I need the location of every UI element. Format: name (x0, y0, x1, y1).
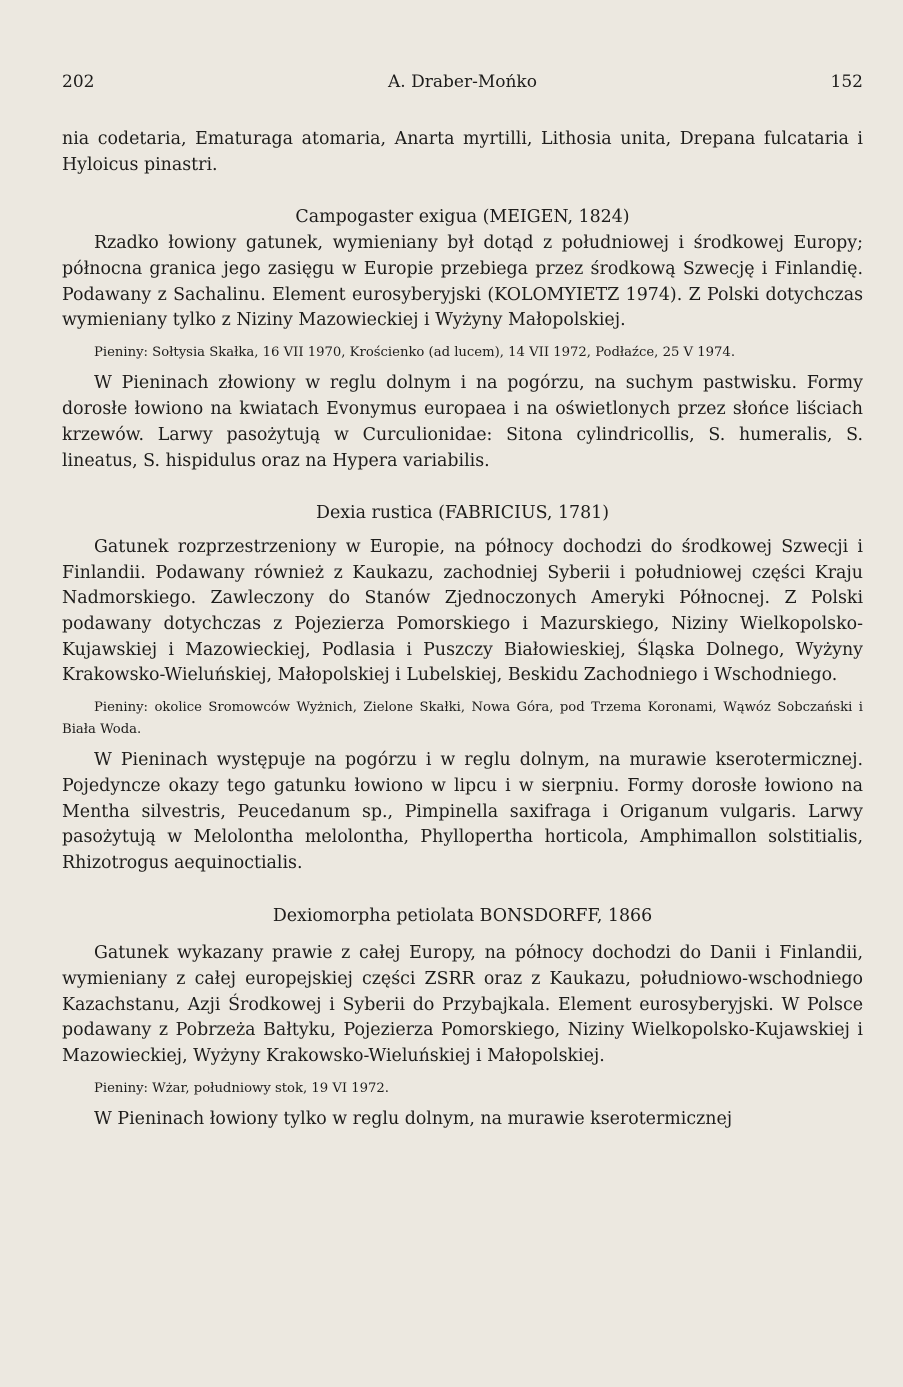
locality-note: Pieniny: okolice Sromowców Wyżnich, Zielone Skałki, Nowa Góra, pod Trzema Koronami, Wąwóz Sobczański i Biała Woda. (62, 700, 863, 737)
paragraph: W Pieninach łowiony tylko w reglu dolnym, na murawie kserotermicznej (94, 1109, 733, 1130)
species-heading: Dexia rustica (FABRICIUS, 1781) (316, 503, 609, 524)
locality-note: Pieniny: Wżar, południowy stok, 19 VI 1972. (94, 1080, 389, 1096)
spacer (62, 740, 863, 748)
paragraph: nia codetaria, Ematuraga atomaria, Anarta myrtilli, Lithosia unita, Drepana fulcataria i Hyloicus pinastri. (62, 129, 863, 175)
paragraph: W Pieninach występuje na pogórzu i w reglu dolnym, na murawie kserotermicznej. Pojedyncze okazy tego gatunku łowiono w lipcu i w sierpniu. Formy dorosłe łowiono na Mentha silvestris, Peucedanum sp., Pimpinella saxifraga i Origanum vulgaris. Larwy pasożytują w Melolontha melolontha, Phyllopertha horticola, Amphimallon solstitialis, Rhizotrogus aequinoctialis. (62, 750, 863, 873)
spacer (62, 689, 863, 697)
paragraph: W Pieninach złowiony w reglu dolnym i na pogórzu, na suchym pastwisku. Formy dorosłe łowiono na kwiatach Evonymus europaea i na oświetlonych przez słońce liściach krzewów. Larwy pasożytują w Curculionidae: Sitona cylindricollis, S. humeralis, S. lineatus, S. hispidulus oraz na Hypera variabilis. (62, 373, 863, 471)
paragraph: Gatunek wykazany prawie z całej Europy, na północy dochodzi do Danii i Finlandii, wymieniany z całej europejskiej części ZSRR oraz z Kaukazu, południowo-wschodniego Kazachstanu, Azji Środkowej i Syberii do Przybajkala. Element eurosyberyjski. W Polsce podawany z Pobrzeża Bałtyku, Pojezierza Pomorskiego, Niziny Wielkopolsko-Kujawskiej i Mazowieckiej, Wyżyny Krakowsko-Wieluńskiej i Małopolskiej. (62, 943, 863, 1067)
species-heading: Campogaster exigua (MEIGEN, 1824) (295, 207, 630, 228)
spacer (62, 1099, 863, 1107)
spacer (62, 178, 863, 205)
page-number: 202 (62, 72, 95, 92)
running-header (62, 72, 863, 98)
paragraph: Gatunek rozprzestrzeniony w Europie, na północy dochodzi do środkowej Szwecji i Finlandii. Podawany również z Kaukazu, zachodniej Syberii i południowej części Kraju Nadmorskiego. Zawleczony do Stanów Zjednoczonych Ameryki Północnej. Z Polski podawany dotychczas z Pojezierza Pomorskiego i Mazurskiego, Niziny Wielkopolsko-Kujawskiej i Mazowieckiej, Podlasia i Puszczy Białowieskiej, Śląska Dolnego, Wyżyny Krakowsko-Wieluńskiej, Małopolskiej i Lubelskiej, Beskidu Zachodniego i Wschodniego. (62, 536, 863, 686)
locality-note: Pieniny: Sołtysia Skałka, 16 VII 1970, Krościenko (ad lucem), 14 VII 1972, Podłaźce, 25 V 1974. (94, 344, 736, 360)
spacer (62, 474, 863, 501)
species-heading: Dexiomorpha petiolata BONSDORFF, 1866 (272, 905, 653, 926)
spacer (62, 363, 863, 371)
paragraph: Rzadko łowiony gatunek, wymieniany był dotąd z południowej i środkowej Europy; północna granica jego zasięgu w Europie przebiega przez środkową Szwecję i Finlandię. Podawany z Sachalinu. Element eurosyberyjski (KOLOMYIETZ 1974). Z Polski dotychczas wymieniany tylko z Niziny Mazowieckiej i Wyżyny Małopolskiej. (62, 233, 863, 331)
article-body (62, 127, 863, 1133)
journal-page-number: 152 (830, 72, 863, 92)
running-head-author: A. Draber-Mońko (388, 72, 537, 92)
spacer (62, 877, 863, 904)
spacer (62, 527, 863, 535)
spacer (62, 334, 863, 342)
spacer (62, 1070, 863, 1078)
spacer (62, 929, 863, 941)
